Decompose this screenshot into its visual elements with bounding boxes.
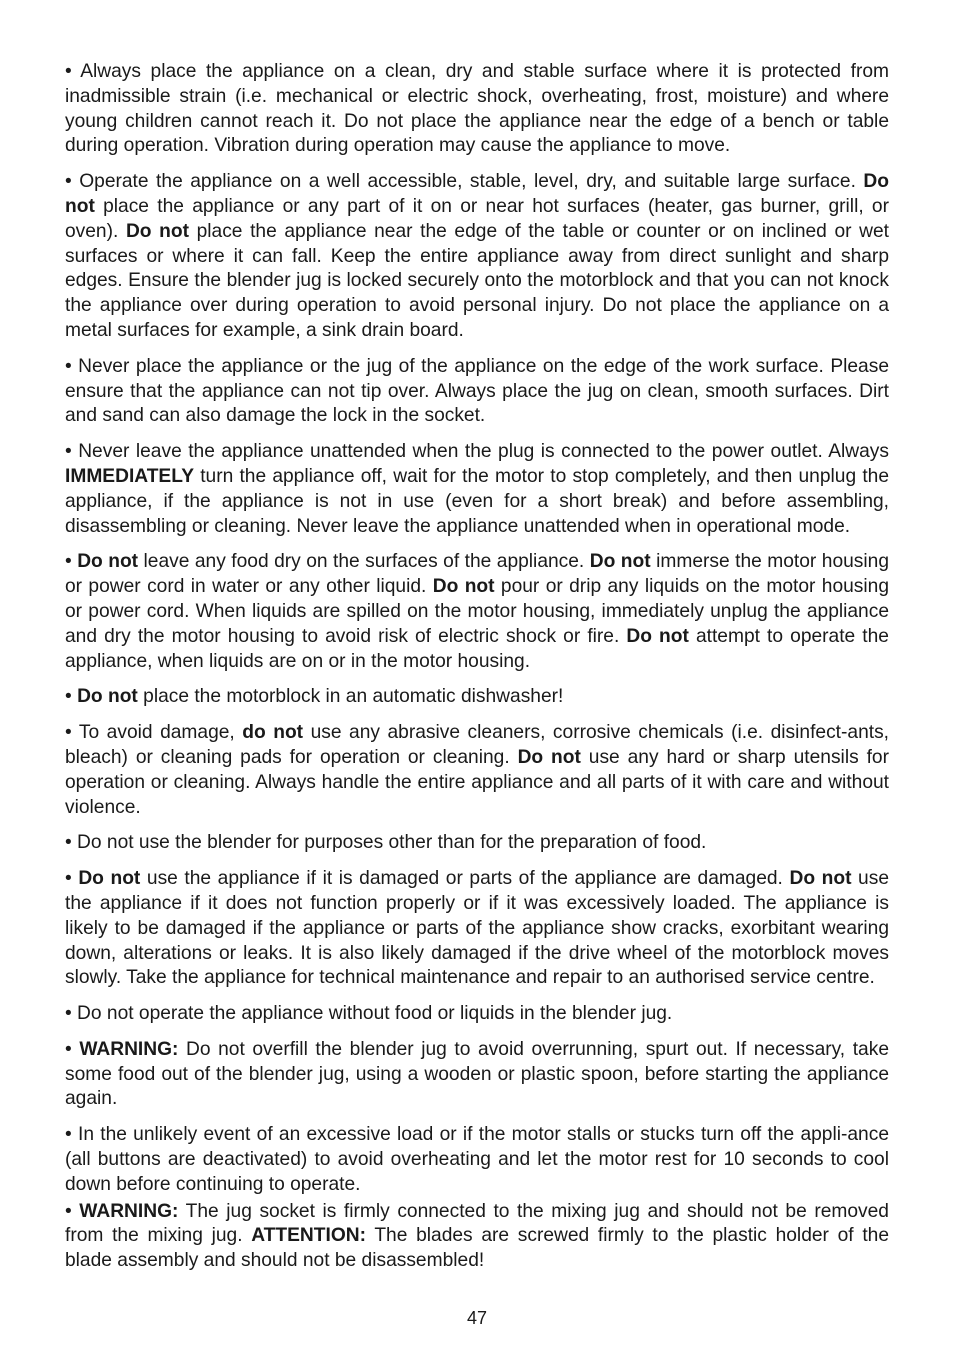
safety-paragraph-warning-overfill: • WARNING: Do not overfill the blender jug to avoid overrunning, spurt out. If necessary, take some food out of the blender jug, using a wooden or plastic spoon, before starting the appliance again.: [65, 1038, 889, 1110]
safety-paragraph-unattended: • Never leave the appliance unattended when the plug is connected to the power outlet. Always IMMEDIATELY turn the appliance off, wait for the motor to stop completely, and then unplug the appliance, if the appliance is not in use (even for a short break) and before assembling, disassembling or cleaning. Never leave the appliance unattended when in operational mode.: [65, 441, 889, 537]
safety-paragraph-purpose: • Do not use the blender for purposes other than for the preparation of food.: [65, 832, 707, 854]
safety-paragraph-damage: • Do not use the appliance if it is damaged or parts of the appliance are damaged. Do not use the appliance if it does not function properly or if it was excessively loaded. The appliance is likely to be damaged if the appliance or parts of the appliance show cracks, exorbitant wearing down, alterations or leaks. It is also likely damaged if the drive wheel of the motorblock moves slowly. Take the appliance for technical maintenance and repair to an authorised service centre.: [65, 868, 889, 989]
manual-page: [65, 60, 889, 1285]
safety-paragraph-operation-surface: • Operate the appliance on a well accessible, stable, level, dry, and suitable large surface. Do not place the appliance or any part of it on or near hot surfaces (heater, gas burner, grill, or oven). Do not place the appliance near the edge of the table or counter or on inclined or wet surfaces or where it can fall. Keep the entire appliance away from direct sunlight and sharp edges. Ensure the blender jug is locked securely onto the motorblock and that you can not knock the appliance over during operation to avoid personal injury. Do not place the appliance on a metal surfaces for example, a sink drain board.: [65, 171, 889, 341]
safety-paragraph-cleaning: • To avoid damage, do not use any abrasive cleaners, corrosive chemicals (i.e. disinfect-ants, bleach) or cleaning pads for operation or cleaning. Do not use any hard or sharp utensils for operation or cleaning. Always handle the entire appliance and all parts of it with care and without violence.: [65, 722, 889, 818]
safety-paragraph-empty-jug: • Do not operate the appliance without food or liquids in the blender jug.: [65, 1003, 673, 1025]
safety-paragraph-liquids: • Do not leave any food dry on the surfaces of the appliance. Do not immerse the motor housing or power cord in water or any other liquid. Do not pour or drip any liquids on the motor housing or power cord. When liquids are spilled on the motor housing, immediately unplug the appliance and dry the motor housing to avoid risk of electric shock or fire. Do not attempt to operate the appliance, when liquids are on or in the motor housing.: [65, 551, 889, 672]
safety-paragraph-dishwasher: • Do not place the motorblock in an automatic dishwasher!: [65, 686, 564, 708]
safety-paragraph-warning-socket: • WARNING: The jug socket is firmly connected to the mixing jug and should not be removed from the mixing jug. ATTENTION: The blades are screwed firmly to the plastic holder of the blade assembly and should not be disassembled!: [65, 1200, 889, 1272]
safety-paragraph-surface: • Always place the appliance on a clean, dry and stable surface where it is protected from inadmissible strain (i.e. mechanical or electric shock, overheating, frost, moisture) and where young children cannot reach it. Do not place the appliance near the edge of a bench or table during operation. Vibration during operation may cause the appliance to move.: [65, 61, 889, 157]
safety-paragraph-edge: • Never place the appliance or the jug of the appliance on the edge of the work surface. Please ensure that the appliance can not tip over. Always place the jug on clean, smooth surfaces. Dirt and sand can also damage the lock in the socket.: [65, 355, 889, 427]
page-number: 47: [466, 1308, 488, 1328]
safety-paragraph-overload: • In the unlikely event of an excessive load or if the motor stalls or stucks turn off the appli-ance (all buttons are deactivated) to avoid overheating and let the motor rest for 10 seconds to cool down before continuing to operate.: [65, 1124, 889, 1195]
